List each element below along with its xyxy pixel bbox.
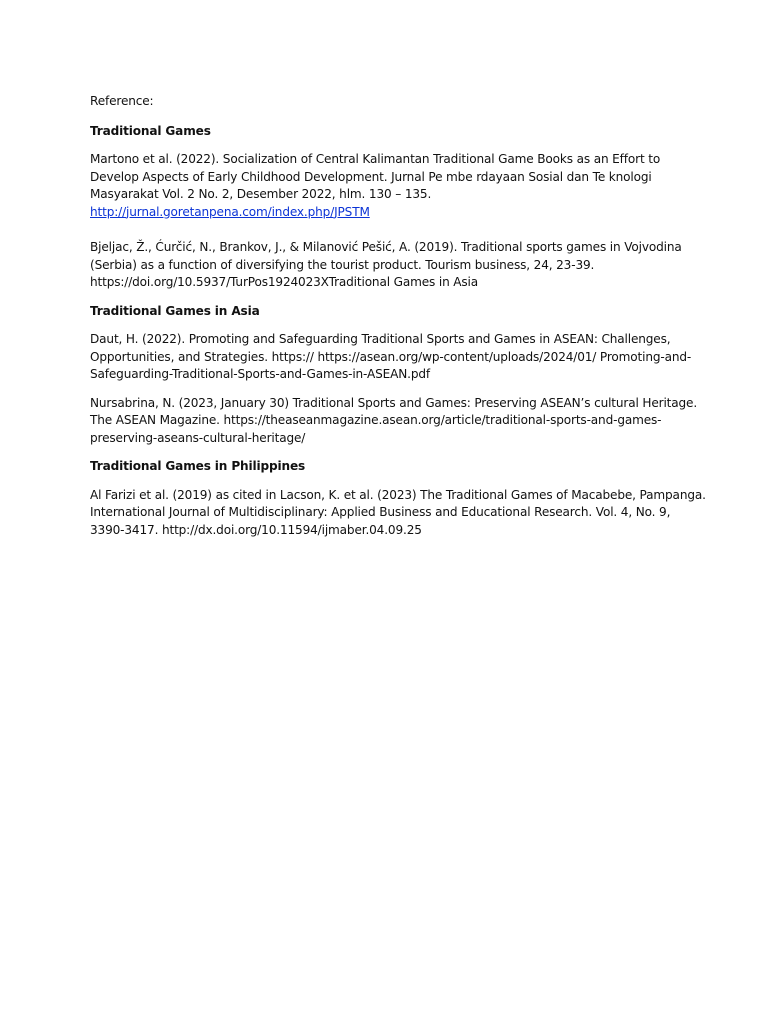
reference-line: 3390-3417. http://dx.doi.org/10.11594/ijmaber.04.09.25 bbox=[90, 522, 422, 537]
reference-link-jpstm[interactable]: http://jurnal.goretanpena.com/index.php/JPSTM bbox=[90, 204, 370, 219]
reference-entry-al-farizi bbox=[90, 487, 706, 540]
reference-line: International Journal of Multidisciplinary: Applied Business and Educational Research. Vol. 4, No. 9, bbox=[90, 505, 671, 519]
reference-line: Develop Aspects of Early Childhood Development. Jurnal Pe mbe rdayaan Sosial dan Te knologi bbox=[90, 169, 652, 184]
reference-line: https://doi.org/10.5937/TurPos1924023XTraditional Games in Asia bbox=[90, 275, 479, 289]
reference-line: Opportunities, and Strategies. https:// https://asean.org/wp-content/uploads/2024/01/ Promoting-and- bbox=[90, 349, 692, 364]
reference-entry-daut bbox=[90, 331, 690, 384]
reference-entry-martono bbox=[90, 151, 690, 221]
reference-list bbox=[90, 93, 706, 550]
reference-line: Daut, H. (2022). Promoting and Safeguarding Traditional Sports and Games in ASEAN: Challenges, bbox=[90, 332, 671, 346]
reference-entry-nursabrina bbox=[90, 395, 698, 448]
reference-line: Bjeljac, Ž., Ćurčić, N., Brankov, J., & Milanović Pešić, A. (2019). Traditional sports games in Vojvodina bbox=[90, 240, 682, 254]
section-heading-traditional-games: Traditional Games bbox=[90, 123, 211, 138]
reference-label: Reference: bbox=[90, 94, 154, 108]
reference-line: Nursabrina, N. (2023, January 30) Traditional Sports and Games: Preserving ASEAN’s cultural Heritage. bbox=[90, 395, 698, 410]
reference-line: Masyarakat Vol. 2 No. 2, Desember 2022, hlm. 130 – 135. bbox=[90, 187, 432, 201]
reference-line: (Serbia) as a function of diversifying the tourist product. Tourism business, 24, 23-39. bbox=[90, 257, 595, 272]
reference-entry-bjeljac bbox=[90, 239, 690, 292]
reference-line: The ASEAN Magazine. https://theaseanmagazine.asean.org/article/traditional-sports-and-games- bbox=[90, 413, 662, 427]
section-heading-traditional-games-in-philippines: Traditional Games in Philippines bbox=[90, 459, 306, 473]
reference-line: Al Farizi et al. (2019) as cited in Lacson, K. et al. (2023) The Traditional Games of Macabebe, Pampanga. bbox=[90, 487, 706, 502]
reference-line: Safeguarding-Traditional-Sports-and-Games-in-ASEAN.pdf bbox=[90, 367, 431, 381]
reference-line: preserving-aseans-cultural-heritage/ bbox=[90, 430, 306, 445]
section-heading-traditional-games-in-asia: Traditional Games in Asia bbox=[90, 303, 260, 318]
reference-line: Martono et al. (2022). Socialization of Central Kalimantan Traditional Game Books as an Effort to bbox=[90, 152, 661, 166]
